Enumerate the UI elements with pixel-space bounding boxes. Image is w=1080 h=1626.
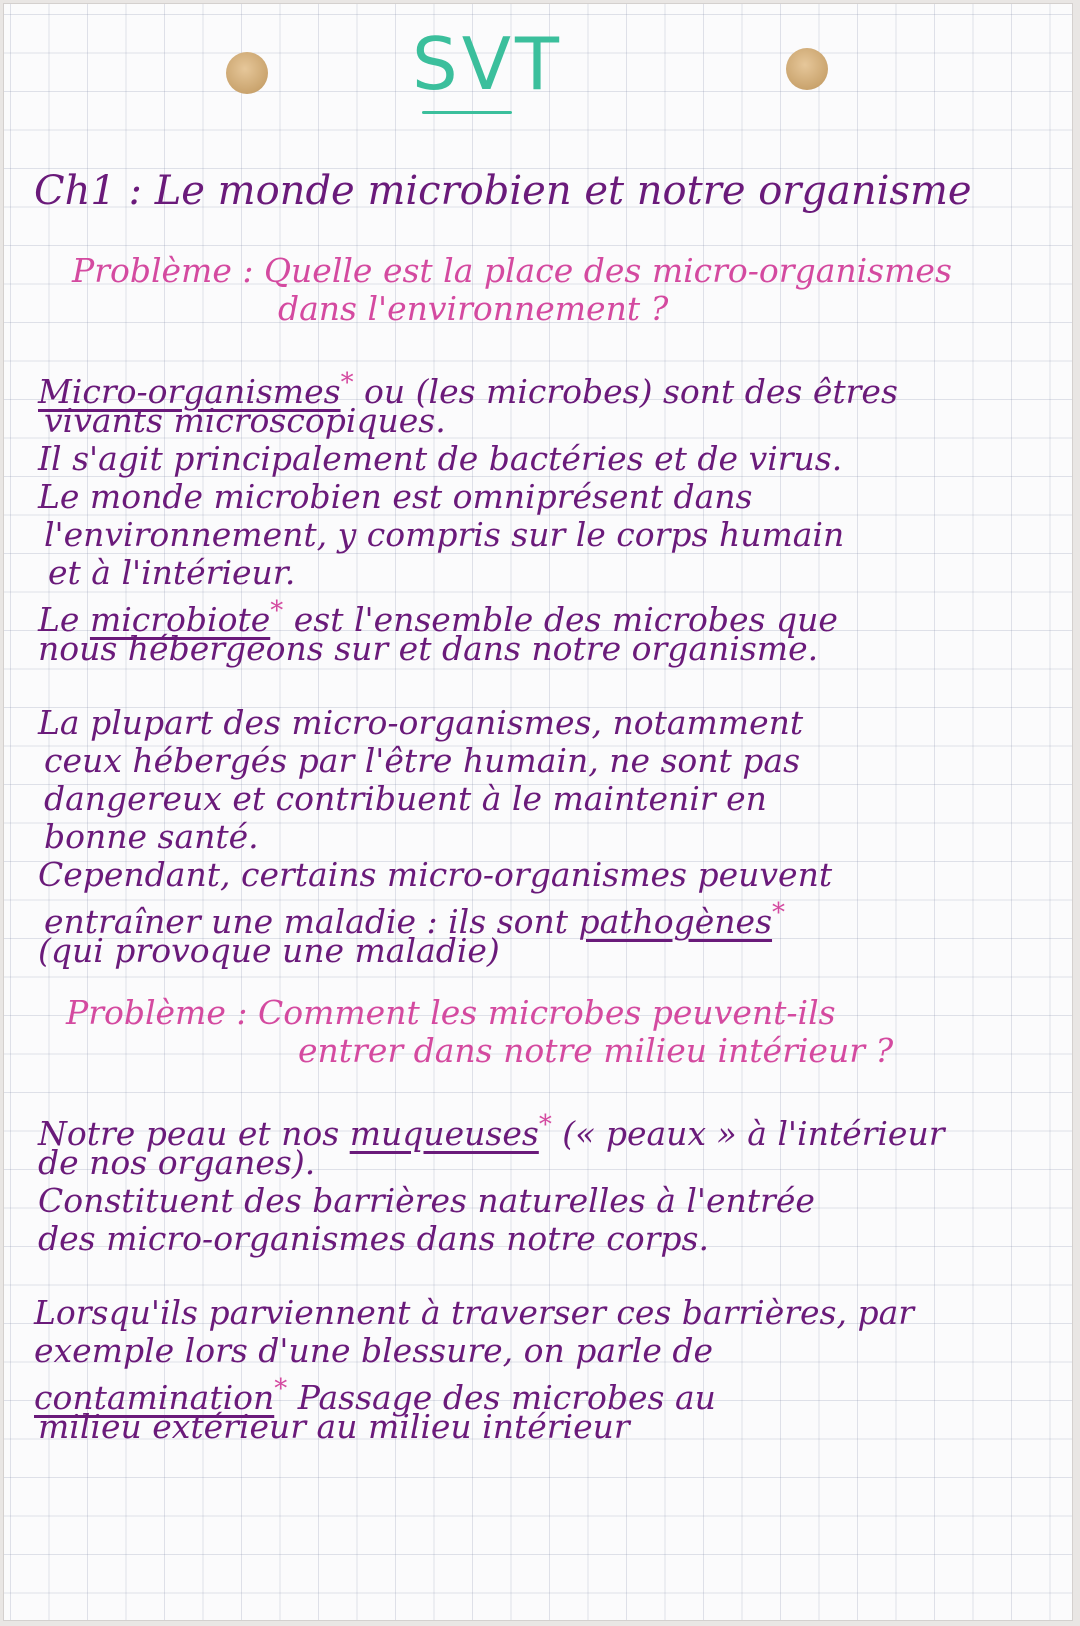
term-contamination: contamination: [34, 1378, 275, 1417]
section2-line7: (qui provoque une maladie): [38, 931, 500, 970]
section1-line6: et à l'intérieur.: [48, 553, 296, 592]
section2-line1: La plupart des micro-organismes, notamment: [38, 703, 804, 742]
section2-line5: Cependant, certains micro-organismes peuvent: [38, 855, 833, 894]
term-microbiote: microbiote: [89, 600, 271, 639]
section1-line8: nous hébergeons sur et dans notre organisme.: [38, 629, 819, 668]
asterisk-mark: *: [270, 596, 284, 626]
section1-line2: vivants microscopiques.: [44, 401, 446, 440]
problem2-label: Problème :: [66, 993, 248, 1032]
binder-hole-right: [786, 48, 828, 90]
title-underline: [422, 111, 512, 114]
section1-line5: l'environnement, y compris sur le corps humain: [44, 515, 845, 554]
problem2-question-1: Comment les microbes peuvent-ils: [257, 993, 836, 1032]
page-title: SVT: [412, 22, 563, 106]
section2-line2: ceux hébergés par l'être humain, ne sont pas: [44, 741, 801, 780]
problem1-line1: [72, 252, 952, 290]
problem1-line2: dans l'environnement ?: [278, 289, 669, 328]
section2-line3: dangereux et contribuent à le maintenir en: [44, 779, 767, 818]
section3-line2: de nos organes).: [38, 1143, 316, 1182]
asterisk-mark: *: [340, 368, 354, 398]
section3-line1-pre: Notre peau et nos: [38, 1114, 350, 1153]
problem1-label: Problème :: [72, 251, 254, 290]
section1-line7-rest: est l'ensemble des microbes que: [283, 600, 838, 639]
section4-line2: exemple lors d'une blessure, on parle de: [34, 1331, 714, 1370]
section1-line3: Il s'agit principalement de bactéries et de virus.: [38, 439, 843, 478]
section3-line3: Constituent des barrières naturelles à l'entrée: [38, 1181, 815, 1220]
chapter-title: Ch1 : Le monde microbien et notre organisme: [34, 168, 972, 214]
section3-line1-rest: (« peaux » à l'intérieur: [551, 1114, 945, 1153]
problem1-question-1: Quelle est la place des micro-organismes: [263, 251, 952, 290]
section4-line3-rest: Passage des microbes au: [287, 1378, 716, 1417]
asterisk-mark: *: [772, 898, 786, 928]
section1-line7-pre: Le: [38, 600, 90, 639]
term-micro-organismes: Micro-organismes: [38, 372, 341, 411]
section3-line4: des micro-organismes dans notre corps.: [38, 1219, 709, 1258]
notebook-page: [4, 4, 1072, 1620]
section2-line4: bonne santé.: [44, 817, 259, 856]
problem2-line2: entrer dans notre milieu intérieur ?: [298, 1031, 894, 1070]
problem2-line1: [66, 994, 836, 1032]
term-muqueuses: muqueuses: [349, 1114, 539, 1153]
section4-line4: milieu extérieur au milieu intérieur: [38, 1407, 630, 1446]
section2-line6-pre: entraîner une maladie : ils sont: [44, 902, 579, 941]
term-pathogenes: pathogènes: [578, 902, 773, 941]
asterisk-mark: *: [538, 1110, 552, 1140]
section1-line4: Le monde microbien est omniprésent dans: [38, 477, 753, 516]
section1-line1-rest: ou (les microbes) sont des êtres: [353, 372, 898, 411]
section4-line1: Lorsqu'ils parviennent à traverser ces barrières, par: [34, 1293, 915, 1332]
asterisk-mark: *: [274, 1374, 288, 1404]
binder-hole-left: [226, 52, 268, 94]
